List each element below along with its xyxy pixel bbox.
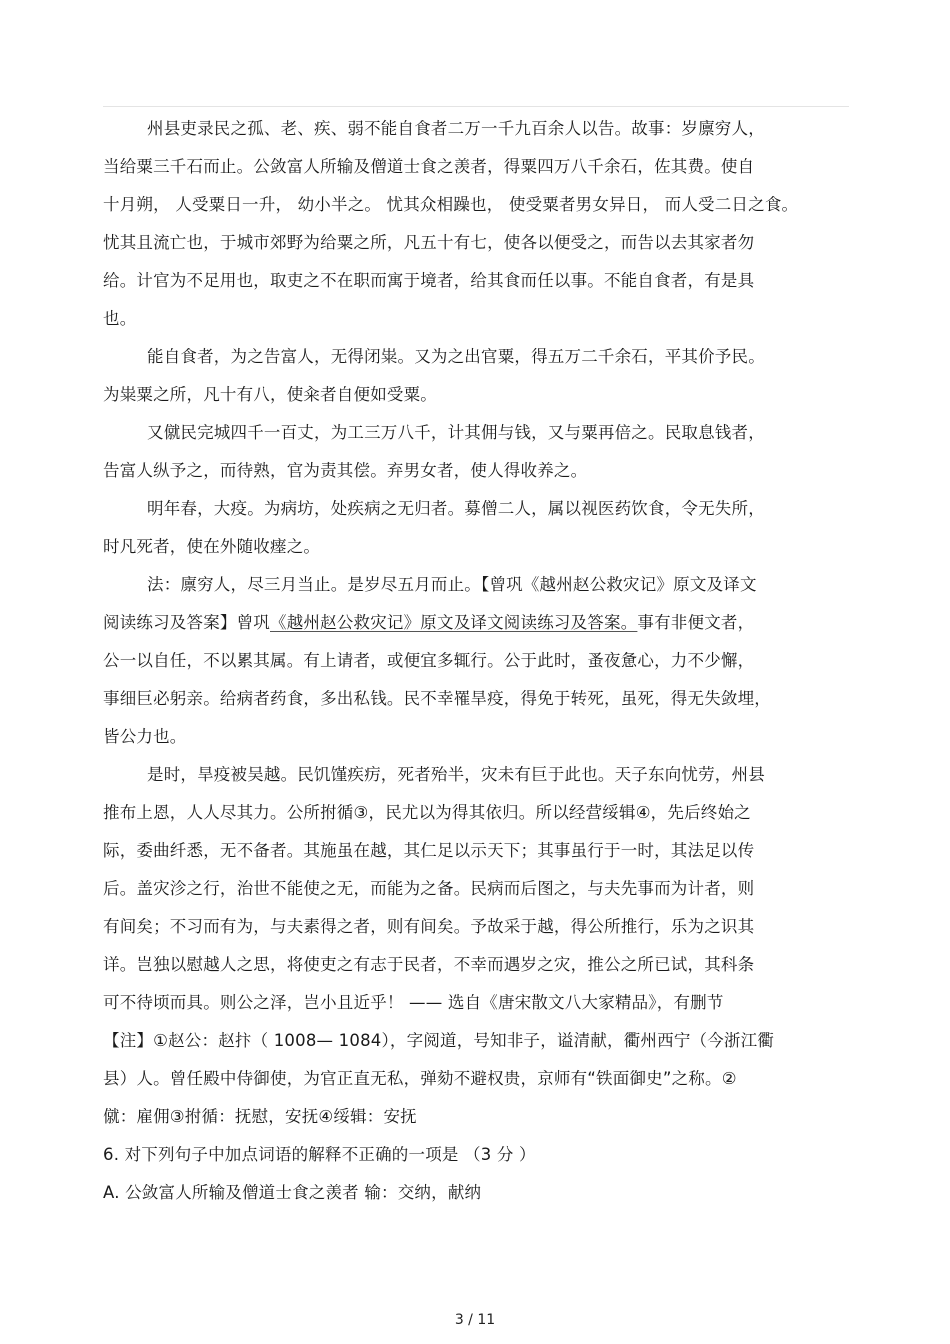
text-line: 公一以自任，不以累其属。有上请者，或便宜多辄行。公于此时，蚤夜惫心，力不少懈， bbox=[103, 651, 755, 670]
text-line: 给。计官为不足用也，取吏之不在职而寓于境者，给其食而任以事。不能自食者，有是具 bbox=[103, 271, 755, 290]
text-line: 僦：雇佣③拊循：抚慰，安抚④绥辑：安抚 bbox=[103, 1107, 417, 1126]
text-line: 县）人。曾任殿中侍御使，为官正直无私，弹劾不避权贵，京师有“铁面御史”之称。② bbox=[103, 1069, 737, 1088]
text-line: 告富人纵予之，而待熟，官为责其偿。弃男女者，使人得收养之。 bbox=[103, 461, 588, 480]
text-line: A. 公敛富人所输及僧道士食之羡者 输：交纳，献纳 bbox=[103, 1183, 482, 1202]
text-line: 为粜粟之所，凡十有八，使籴者自便如受粟。 bbox=[103, 385, 437, 404]
text-line: 又僦民完城四千一百丈，为工三万八千，计其佣与钱，又与粟再倍之。民取息钱者， bbox=[147, 423, 765, 442]
text-line: 也。 bbox=[103, 309, 137, 328]
text-line: 有间矣；不习而有为，与夫素得之者，则有间矣。予故采于越，得公所推行，乐为之识其 bbox=[103, 917, 755, 936]
text-line-underlined bbox=[103, 604, 863, 642]
text-line: 忧其且流亡也，于城市郊野为给粟之所，凡五十有七，使各以便受之，而告以去其家者勿 bbox=[103, 233, 755, 252]
text-line: 详。岂独以慰越人之思，将使吏之有志于民者，不幸而遇岁之灾，推公之所已试，其科条 bbox=[103, 955, 755, 974]
text-line: 可不待顷而具。则公之泽，岂小且近乎！ —— 选自《唐宋散文八大家精品》，有删节 bbox=[103, 993, 724, 1012]
text-line: 事细巨必躬亲。给病者药食，多出私钱。民不幸罹旱疫，得免于转死，虽死，得无失敛埋， bbox=[103, 689, 771, 708]
text-line: 十月朔， 人受粟日一升， 幼小半之。 忧其众相躁也， 使受粟者男女异日， 而人受二日之食。 bbox=[103, 195, 799, 214]
text-line: 法：廪穷人，尽三月当止。是岁尽五月而止。【曾巩《越州赵公救灾记》原文及译文 bbox=[147, 575, 757, 594]
text-line: 【注】①赵公：赵抃（ 1008— 1084），字阅道，号知非子，谥清献，衢州西宁（今浙江衢 bbox=[103, 1031, 775, 1050]
page-number: 3 / 11 bbox=[454, 1312, 496, 1328]
text-line: 推布上恩，人人尽其力。公所拊循③，民尤以为得其依归。所以经营绥辑④，先后终始之 bbox=[103, 803, 751, 822]
text-line: 是时，旱疫被吴越。民饥馑疾疠，死者殆半，灾未有巨于此也。天子东向忧劳，州县 bbox=[147, 765, 765, 784]
text-line: 皆公力也。 bbox=[103, 727, 187, 746]
text-line: 际，委曲纤悉，无不备者。其施虽在越，其仁足以示天下；其事虽行于一时，其法足以传 bbox=[103, 841, 755, 860]
text-line: 明年春，大疫。为病坊，处疾病之无归者。募僧二人，属以视医药饮食，令无失所， bbox=[147, 499, 765, 518]
text-line: 后。盖灾沴之行，治世不能使之无，而能为之备。民病而后图之，与夫先事而为计者，则 bbox=[103, 879, 755, 898]
text-line: 时凡死者，使在外随收瘗之。 bbox=[103, 537, 321, 556]
underlined-title-link: 《越州赵公救灾记》原文及译文阅读练习及答案。 bbox=[270, 613, 638, 632]
text-line: 能自食者，为之告富人，无得闭粜。又为之出官粟，得五万二千余石，平其价予民。 bbox=[147, 347, 765, 366]
text-line: 州县吏录民之孤、老、疾、弱不能自食者二万一千九百余人以告。故事：岁廪穷人， bbox=[147, 119, 765, 138]
text-line: 当给粟三千石而止。公敛富人所输及僧道士食之羡者，得粟四万八千余石，佐其费。使自 bbox=[103, 157, 755, 176]
header-rule bbox=[103, 106, 849, 107]
line-segment: 阅读练习及答案】曾巩 bbox=[103, 613, 270, 632]
text-line: 6. 对下列句子中加点词语的解释不正确的一项是 （3 分 ） bbox=[103, 1145, 536, 1164]
document-body bbox=[103, 110, 863, 1212]
line-segment: 事有非便文者， bbox=[637, 613, 755, 632]
